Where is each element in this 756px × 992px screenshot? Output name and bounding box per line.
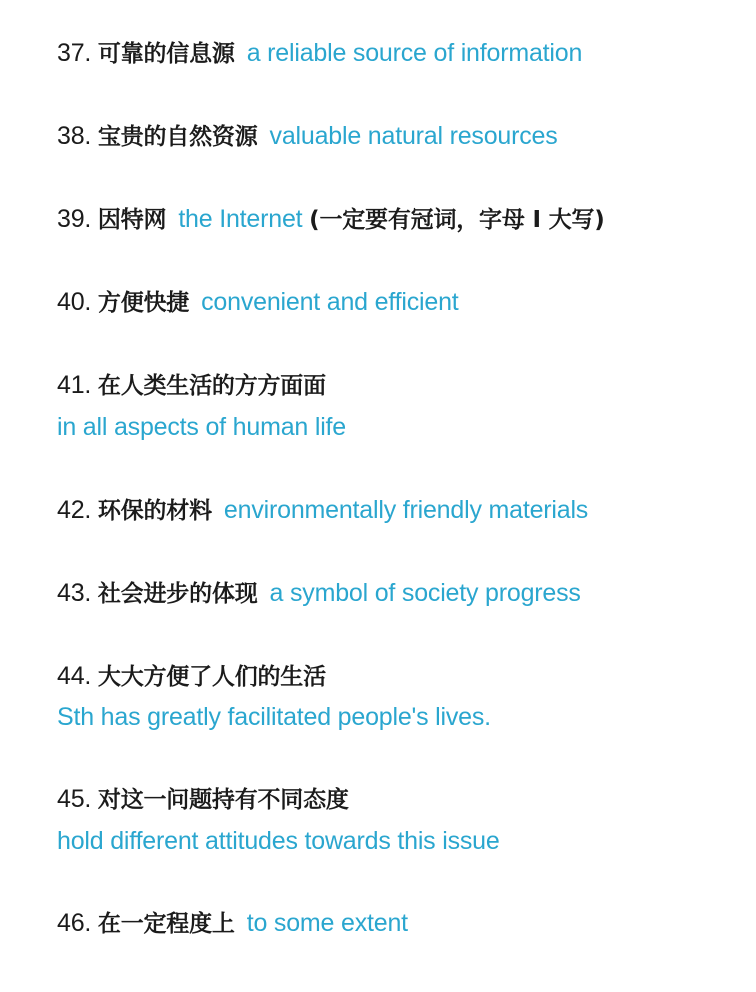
english-phrase: convenient and efficient xyxy=(201,288,459,316)
chinese-phrase: 可靠的信息源 xyxy=(97,41,235,67)
entry-39 xyxy=(57,203,605,236)
english-phrase: valuable natural resources xyxy=(269,122,558,150)
usage-note: (一定要有冠词，字母 I 大写) xyxy=(309,207,605,233)
entry-45-translation xyxy=(57,825,500,857)
entry-44-heading xyxy=(57,660,326,693)
entry-number: 39. xyxy=(57,205,92,233)
entry-46 xyxy=(57,907,408,940)
entry-number: 42. xyxy=(57,496,92,524)
english-phrase: environmentally friendly materials xyxy=(223,496,589,524)
chinese-phrase: 方便快捷 xyxy=(97,290,190,316)
english-phrase: a symbol of society progress xyxy=(269,579,581,607)
entry-number: 40. xyxy=(57,288,92,316)
english-phrase: in all aspects of human life xyxy=(57,413,347,441)
chinese-phrase: 对这一问题持有不同态度 xyxy=(97,787,349,813)
english-phrase: to some extent xyxy=(246,909,408,937)
chinese-phrase: 宝贵的自然资源 xyxy=(97,124,258,150)
entry-number: 37. xyxy=(57,39,92,67)
entry-45-heading xyxy=(57,783,349,816)
entry-number: 46. xyxy=(57,909,92,937)
entry-43 xyxy=(57,577,581,610)
entry-number: 43. xyxy=(57,579,92,607)
entry-number: 38. xyxy=(57,122,92,150)
english-phrase: the Internet xyxy=(178,205,303,233)
entry-38 xyxy=(57,120,558,153)
entry-41-translation xyxy=(57,411,346,443)
entry-44-translation xyxy=(57,701,491,733)
chinese-phrase: 社会进步的体现 xyxy=(97,581,258,607)
entry-number: 44. xyxy=(57,662,92,690)
entry-42 xyxy=(57,494,588,527)
entry-number: 41. xyxy=(57,371,92,399)
chinese-phrase: 在一定程度上 xyxy=(97,911,235,937)
chinese-phrase: 大大方便了人们的生活 xyxy=(97,664,326,690)
english-phrase: hold different attitudes towards this issue xyxy=(57,827,500,855)
english-phrase: a reliable source of information xyxy=(246,39,583,67)
entry-37 xyxy=(57,37,582,70)
entry-40 xyxy=(57,286,459,319)
entry-41-heading xyxy=(57,369,326,402)
entry-number: 45. xyxy=(57,785,92,813)
english-phrase: Sth has greatly facilitated people's lives. xyxy=(57,703,491,731)
chinese-phrase: 环保的材料 xyxy=(97,498,212,524)
chinese-phrase: 因特网 xyxy=(97,207,167,233)
chinese-phrase: 在人类生活的方方面面 xyxy=(97,373,326,399)
